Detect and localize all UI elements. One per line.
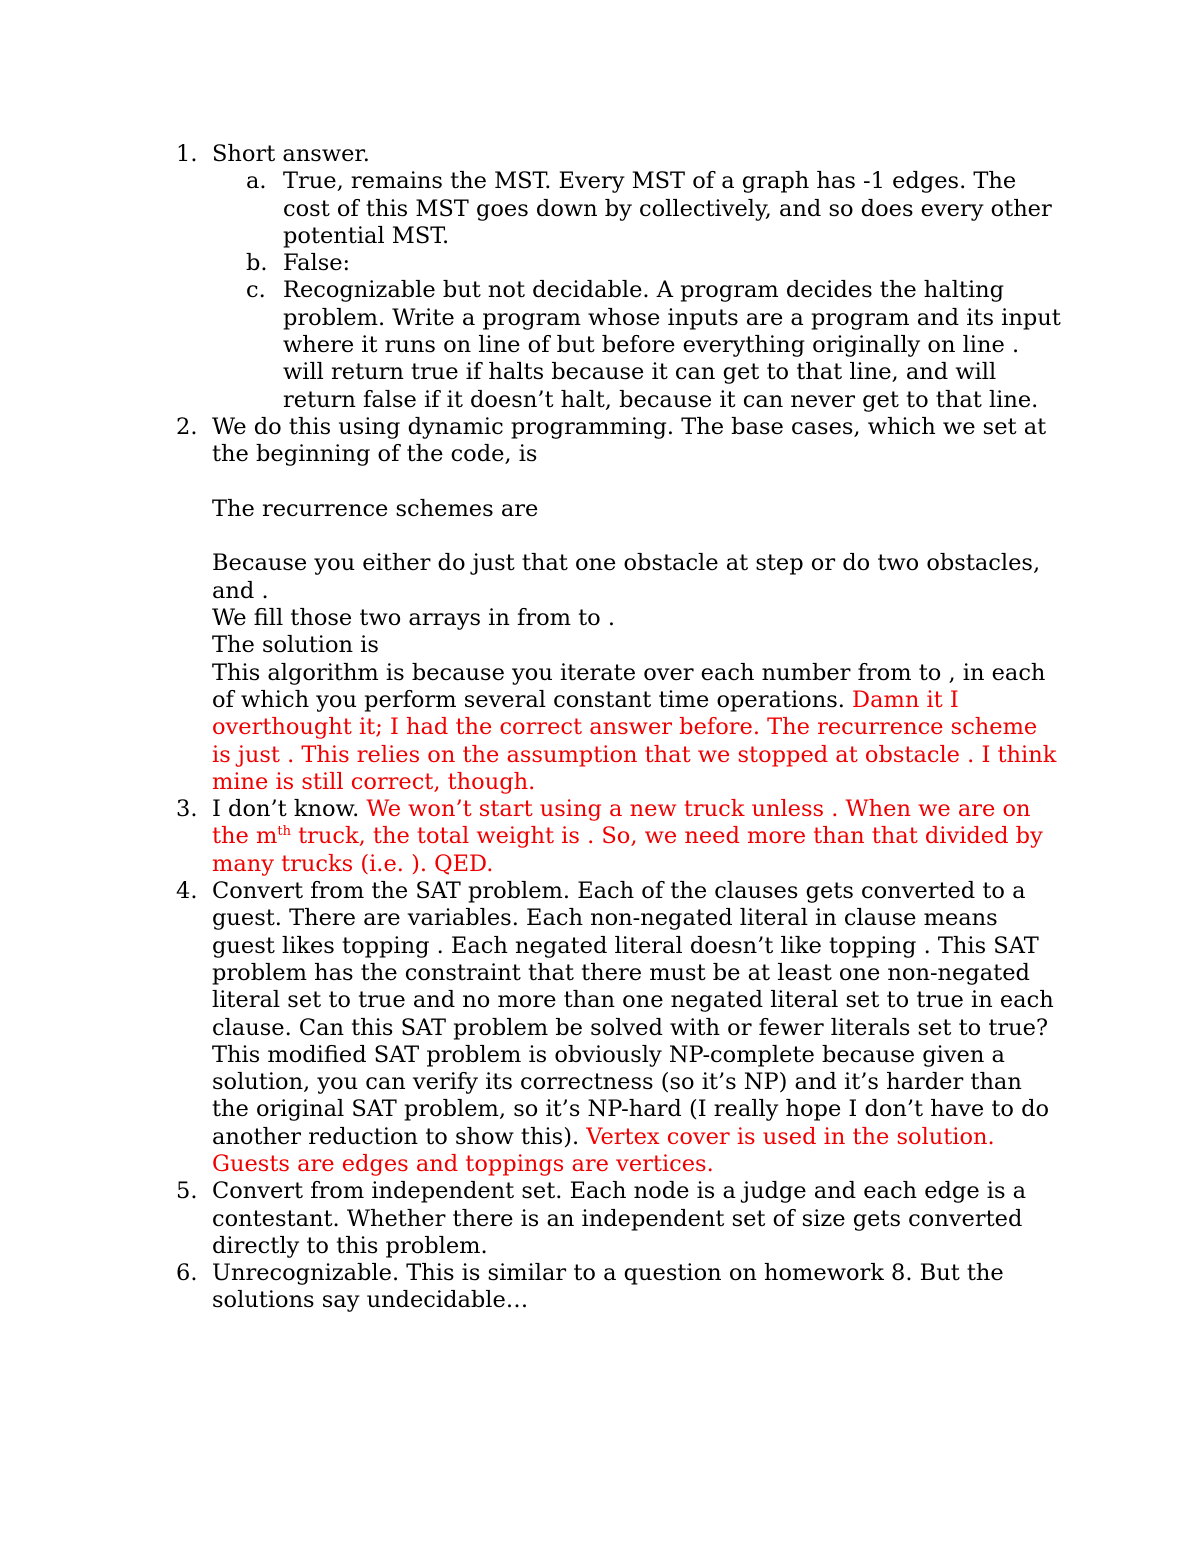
- paragraph: We fill those two arrays in from to .: [212, 605, 616, 632]
- red-annotation: truck, the total weight is . So, we need more than that divided by many trucks (i.e. ). QED.: [212, 823, 1043, 877]
- item-number: 5.: [176, 1178, 198, 1205]
- list-item-5: [0, 1178, 1062, 1260]
- item-text: Short answer.: [212, 141, 370, 167]
- subitem-c: [0, 277, 1063, 413]
- superscript: th: [277, 824, 291, 840]
- subitem-text: False:: [283, 250, 351, 277]
- list-item-3: [0, 796, 1062, 878]
- red-annotation: Damn it I overthought it; I had the correct answer before. The recurrence scheme is just . This relies on the assumption that we stopped at obstacle . I think mine is still correct, though.: [212, 686, 1057, 795]
- list-item-6: [0, 1260, 1062, 1315]
- paragraph: The solution is: [212, 632, 379, 659]
- subitem-text: True, remains the MST. Every MST of a graph has -1 edges. The cost of this MST goes down by collectively, and so does every other potential MST.: [283, 168, 1052, 249]
- paragraph: [212, 660, 1062, 796]
- item-text: Convert from the SAT problem. Each of the clauses gets converted to a guest. There are variables. Each non-negated literal in clause means guest likes topping . Each negated literal doesn’t like topping . This SAT problem has the constraint that there must be at least one non-negated literal set to true and no more than one negated literal set to true in each clause. Can this SAT problem be solved with or fewer literals set to true? This modified SAT problem is obviously NP-complete because given a solution, you can verify its correctness (so it’s NP) and it’s harder than the original SAT problem, so it’s NP-hard (I really hope I don’t have to do another reduction to show this).: [212, 878, 1054, 1150]
- paragraph: We do this using dynamic programming. The base cases, which we set at the beginning of the code, is: [212, 413, 1047, 468]
- item-text: Unrecognizable. This is similar to a question on homework 8. But the solutions say undecidable…: [212, 1260, 1004, 1314]
- subitem-text: Recognizable but not decidable. A program decides the halting problem. Write a program whose inputs are a program and its input where it runs on line of but before everything originally on line . will return true if halts because it can get to that line, and will return false if it doesn’t halt, because it can never get to that line.: [283, 277, 1061, 413]
- item-number: 4.: [176, 878, 198, 905]
- item-number: 2.: [176, 413, 198, 440]
- item-text: Convert from independent set. Each node is a judge and each edge is a contestant. Whether there is an independent set of size gets converted directly to this problem.: [212, 1178, 1027, 1259]
- item-number: 6.: [176, 1260, 198, 1287]
- paragraph-text: This algorithm is because you iterate over each number from to , in each of which you perform several constant time operations.: [212, 659, 1046, 713]
- red-annotation: Vertex cover is used in the solution. Guests are edges and toppings are vertices.: [212, 1123, 995, 1177]
- subitem-letter: c.: [246, 277, 266, 304]
- subitem-b: [0, 250, 1063, 277]
- list-item-4: [0, 878, 1062, 1178]
- document-body: [0, 141, 1200, 1315]
- subitem-letter: a.: [246, 168, 267, 195]
- subitem-letter: b.: [246, 250, 268, 277]
- subitem-a: [0, 168, 1063, 250]
- red-annotation: We won’t start using a new truck unless . When we are on the m: [212, 796, 1031, 850]
- list-item-2: [0, 414, 1062, 796]
- item-number: 1.: [176, 141, 198, 167]
- paragraph: Because you either do just that one obstacle at step or do two obstacles, and .: [212, 550, 1041, 604]
- item-number: 3.: [176, 796, 198, 823]
- item-text: I don’t know.: [212, 796, 367, 823]
- paragraph: The recurrence schemes are: [212, 495, 539, 522]
- list-item-1: [0, 141, 1062, 168]
